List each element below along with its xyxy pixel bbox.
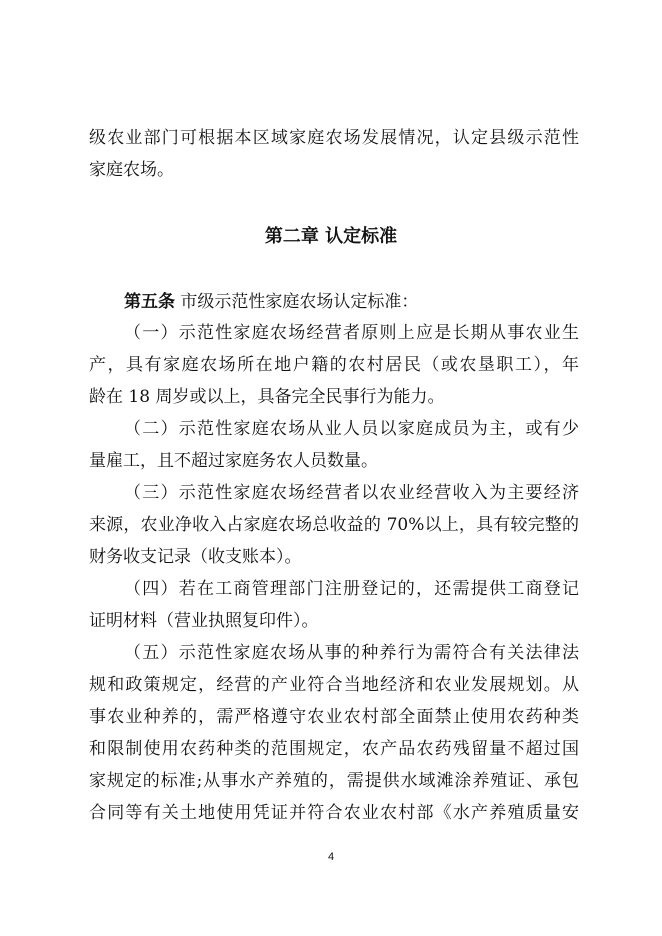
item-3-line-2: 来源，农业净收入占家庭农场总收益的 70%以上，具有较完整的: [89, 515, 579, 535]
chapter-title: 第二章 认定标准: [264, 226, 398, 247]
item-2-line-1: （二）示范性家庭农场从业人员以家庭成员为主，或有少: [124, 419, 579, 439]
item-5-line-4: 和限制使用农药种类的范围规定，农产品农药残留量不超过国: [89, 739, 579, 759]
item-2-line-2: 量雇工，且不超过家庭务农人员数量。: [89, 451, 378, 471]
item-3-line-3: 财务收支记录（收支账本）。: [89, 547, 302, 567]
item-5-line-1: （五）示范性家庭农场从事的种养行为需符合有关法律法: [124, 643, 579, 663]
article-5-heading-text: 市级示范性家庭农场认定标准：: [175, 292, 419, 312]
item-5-line-2: 规和政策规定，经营的产业符合当地经济和农业发展规划。从: [89, 675, 579, 695]
item-5-line-6: 合同等有关土地使用凭证并符合农业农村部《水产养殖质量安: [89, 803, 579, 823]
article-5-label: 第五条: [124, 292, 175, 312]
intro-line-1: 级农业部门可根据本区域家庭农场发展情况，认定县级示范性: [89, 128, 579, 148]
item-4-line-2: 证明材料（营业执照复印件）。: [89, 611, 319, 631]
article-5-heading: [124, 291, 579, 313]
item-1-line-3: 龄在 18 周岁或以上，具备完全民事行为能力。: [89, 387, 445, 407]
item-5-line-5: 家规定的标准;从事水产养殖的，需提供水域滩涂养殖证、承包: [89, 771, 579, 791]
item-1-line-1: （一）示范性家庭农场经营者原则上应是长期从事农业生: [124, 323, 579, 343]
intro-line-2: 家庭农场。: [89, 160, 174, 180]
item-3-line-1: （三）示范性家庭农场经营者以农业经营收入为主要经济: [124, 483, 579, 503]
page-number: 4: [327, 851, 335, 863]
item-5-line-3: 事农业种养的，需严格遵守农业农村部全面禁止使用农药种类: [89, 707, 579, 727]
item-4-line-1: （四）若在工商管理部门注册登记的，还需提供工商登记: [124, 579, 579, 599]
item-1-line-2: 产，具有家庭农场所在地户籍的农村居民（或农垦职工），年: [89, 355, 579, 375]
